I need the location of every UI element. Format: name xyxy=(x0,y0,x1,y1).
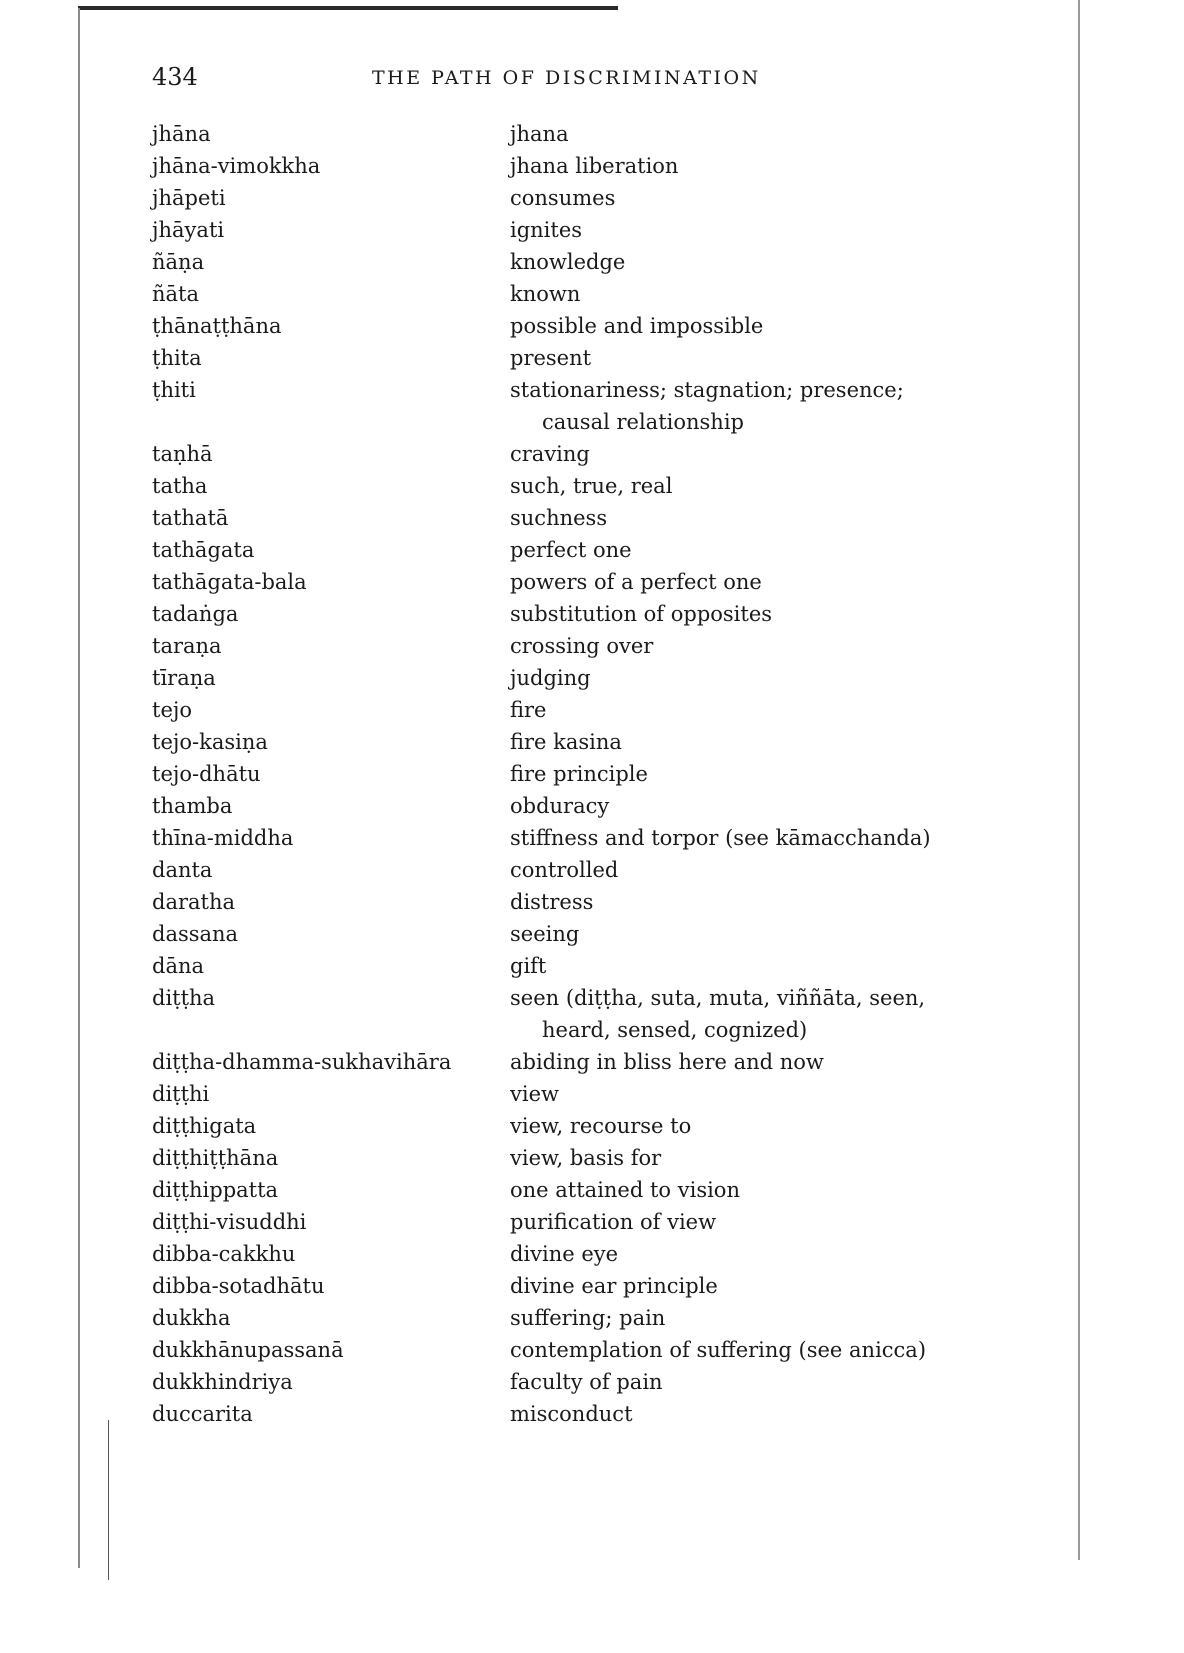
glossary-definition xyxy=(510,1110,992,1142)
glossary-definition-text: substitution of opposites xyxy=(510,602,773,626)
glossary-definition xyxy=(510,566,992,598)
glossary-definition-text: such, true, real xyxy=(510,474,673,498)
glossary-definition-text: possible and impossible xyxy=(510,314,764,338)
glossary-entry xyxy=(152,822,992,854)
glossary-definition xyxy=(510,1238,992,1270)
glossary-definition xyxy=(510,1174,992,1206)
glossary-term: tadaṅga xyxy=(152,602,239,626)
glossary-definition-continuation: causal relationship xyxy=(542,410,744,434)
glossary-entry xyxy=(152,662,992,694)
glossary-definition-text: jhana xyxy=(510,122,569,146)
glossary-definition-text: knowledge xyxy=(510,250,626,274)
glossary-definition-text: one attained to vision xyxy=(510,1178,740,1202)
glossary-entry xyxy=(152,214,992,246)
glossary-term: diṭṭha xyxy=(152,986,216,1010)
glossary-definition xyxy=(510,1398,992,1430)
glossary-definition-text: present xyxy=(510,346,592,370)
glossary-entry xyxy=(152,918,992,950)
glossary-term: ṭhiti xyxy=(152,378,196,402)
glossary-term: dukkha xyxy=(152,1306,231,1330)
glossary-term: duccarita xyxy=(152,1402,253,1426)
glossary-entry xyxy=(152,758,992,790)
glossary-entry xyxy=(152,118,992,150)
glossary-entry xyxy=(152,182,992,214)
glossary-definition-text: fire xyxy=(510,698,547,722)
glossary-term: diṭṭha-dhamma-sukhavihāra xyxy=(152,1050,452,1074)
glossary-entry xyxy=(152,310,992,342)
glossary-entry xyxy=(152,694,992,726)
glossary-definition xyxy=(510,310,992,342)
scan-top-edge xyxy=(78,6,618,10)
glossary-definition xyxy=(510,1302,992,1334)
glossary-definition-text: known xyxy=(510,282,581,306)
scan-right-edge xyxy=(1078,0,1080,1560)
glossary-term: thīna-middha xyxy=(152,826,294,850)
glossary-term: taṇhā xyxy=(152,442,213,466)
glossary-definition xyxy=(510,150,992,182)
glossary-definition-text: perfect one xyxy=(510,538,632,562)
glossary-definition-text: judging xyxy=(510,666,591,690)
glossary-entry xyxy=(152,150,992,182)
glossary-term: diṭṭhigata xyxy=(152,1114,257,1138)
glossary-term: diṭṭhi-visuddhi xyxy=(152,1210,307,1234)
glossary-term: ñāta xyxy=(152,282,200,306)
glossary-entry xyxy=(152,278,992,310)
glossary-entry xyxy=(152,1270,992,1302)
glossary-definition-text: obduracy xyxy=(510,794,610,818)
glossary-definition-text: jhana liberation xyxy=(510,154,679,178)
glossary-term: thamba xyxy=(152,794,233,818)
glossary-term: ṭhita xyxy=(152,346,202,370)
glossary-term: tejo-dhātu xyxy=(152,762,261,786)
glossary-definition-text: distress xyxy=(510,890,594,914)
glossary-term: taraṇa xyxy=(152,634,222,658)
glossary-entry xyxy=(152,854,992,886)
glossary-entry xyxy=(152,534,992,566)
glossary-definition-text: view, basis for xyxy=(510,1146,662,1170)
glossary-term: dukkhindriya xyxy=(152,1370,293,1394)
glossary-definition xyxy=(510,1142,992,1174)
glossary-term: daratha xyxy=(152,890,236,914)
glossary-definition xyxy=(510,886,992,918)
glossary-term: diṭṭhi xyxy=(152,1082,210,1106)
glossary-definition-text: ignites xyxy=(510,218,583,242)
glossary-term: dibba-cakkhu xyxy=(152,1242,296,1266)
glossary-definition-text: suffering; pain xyxy=(510,1306,666,1330)
glossary-term: diṭṭhiṭṭhāna xyxy=(152,1146,279,1170)
glossary-entry xyxy=(152,886,992,918)
glossary-term: jhāna-vimokkha xyxy=(152,154,321,178)
glossary-definition xyxy=(510,1078,992,1110)
glossary-term: tathāgata-bala xyxy=(152,570,307,594)
glossary-entry xyxy=(152,630,992,662)
glossary-definition xyxy=(510,630,992,662)
glossary-entry xyxy=(152,1078,992,1110)
glossary-term: tathāgata xyxy=(152,538,255,562)
glossary-definition-text: stiffness and torpor (see kāmacchanda) xyxy=(510,826,931,850)
glossary-definition-text: purification of view xyxy=(510,1210,717,1234)
glossary-entry xyxy=(152,598,992,630)
glossary-definition xyxy=(510,1334,992,1366)
glossary-definition-text: crossing over xyxy=(510,634,654,658)
glossary-entry xyxy=(152,1302,992,1334)
glossary-entry xyxy=(152,1110,992,1142)
glossary-definition xyxy=(510,214,992,246)
glossary-definition-text: seen (diṭṭha, suta, muta, viññāta, seen, xyxy=(510,986,926,1010)
glossary-definition-text: seeing xyxy=(510,922,580,946)
page-number: 434 xyxy=(152,63,198,91)
glossary-term: diṭṭhippatta xyxy=(152,1178,279,1202)
glossary-entry xyxy=(152,566,992,598)
glossary-term: tejo xyxy=(152,698,193,722)
glossary-term: tīraṇa xyxy=(152,666,216,690)
glossary-definition xyxy=(510,1270,992,1302)
glossary-term: ñāṇa xyxy=(152,250,205,274)
glossary-entry xyxy=(152,374,992,438)
glossary-definition-continuation: heard, sensed, cognized) xyxy=(542,1018,808,1042)
glossary-entry xyxy=(152,1142,992,1174)
glossary-definition xyxy=(510,278,992,310)
glossary-term: jhāpeti xyxy=(152,186,226,210)
glossary-term: dāna xyxy=(152,954,205,978)
glossary-definition-text: divine eye xyxy=(510,1242,619,1266)
glossary-definition xyxy=(510,1046,992,1078)
glossary-definition xyxy=(510,182,992,214)
glossary-definition xyxy=(510,758,992,790)
glossary-definition xyxy=(510,982,992,1046)
glossary-definition xyxy=(510,374,992,438)
glossary-term: tejo-kasiṇa xyxy=(152,730,268,754)
glossary-definition-text: gift xyxy=(510,954,547,978)
glossary-entry xyxy=(152,1046,992,1078)
glossary-entry xyxy=(152,502,992,534)
glossary-term: dukkhānupassanā xyxy=(152,1338,344,1362)
glossary-definition xyxy=(510,918,992,950)
glossary-definition xyxy=(510,118,992,150)
glossary-definition-text: suchness xyxy=(510,506,608,530)
glossary-definition-text: abiding in bliss here and now xyxy=(510,1050,824,1074)
glossary-definition-text: view xyxy=(510,1082,559,1106)
glossary-definition xyxy=(510,438,992,470)
glossary-definition xyxy=(510,790,992,822)
glossary-term: ṭhānaṭṭhāna xyxy=(152,314,282,338)
glossary-definition-text: controlled xyxy=(510,858,619,882)
glossary-definition-text: contemplation of suffering (see anicca) xyxy=(510,1338,927,1362)
glossary-definition xyxy=(510,598,992,630)
scan-left-edge xyxy=(78,8,80,1568)
scan-left-edge-lower xyxy=(108,1420,109,1580)
glossary-entry xyxy=(152,982,992,1046)
running-title: THE PATH OF DISCRIMINATION xyxy=(372,67,761,89)
glossary-definition xyxy=(510,342,992,374)
glossary-entry xyxy=(152,246,992,278)
glossary-entry xyxy=(152,1334,992,1366)
glossary-entry xyxy=(152,1206,992,1238)
glossary-definition xyxy=(510,694,992,726)
glossary-entry xyxy=(152,950,992,982)
glossary-definition-text: divine ear principle xyxy=(510,1274,718,1298)
glossary-entry xyxy=(152,1398,992,1430)
glossary-entry xyxy=(152,1174,992,1206)
glossary-definition-text: view, recourse to xyxy=(510,1114,692,1138)
glossary-term: tatha xyxy=(152,474,208,498)
glossary-definition xyxy=(510,822,992,854)
glossary-term: danta xyxy=(152,858,213,882)
glossary-definition xyxy=(510,246,992,278)
glossary-definition xyxy=(510,1206,992,1238)
glossary-definition-text: consumes xyxy=(510,186,616,210)
glossary-list xyxy=(152,118,992,1430)
glossary-definition xyxy=(510,662,992,694)
glossary-definition-text: craving xyxy=(510,442,590,466)
glossary-definition xyxy=(510,950,992,982)
glossary-entry xyxy=(152,1366,992,1398)
glossary-definition xyxy=(510,726,992,758)
glossary-definition xyxy=(510,1366,992,1398)
glossary-definition xyxy=(510,470,992,502)
glossary-definition-text: fire kasina xyxy=(510,730,622,754)
glossary-definition-text: fire principle xyxy=(510,762,648,786)
glossary-definition-text: misconduct xyxy=(510,1402,633,1426)
glossary-entry xyxy=(152,342,992,374)
glossary-term: jhāna xyxy=(152,122,211,146)
glossary-entry xyxy=(152,438,992,470)
page-header xyxy=(152,62,912,92)
glossary-term: jhāyati xyxy=(152,218,225,242)
glossary-term: dassana xyxy=(152,922,239,946)
glossary-definition-text: powers of a perfect one xyxy=(510,570,762,594)
glossary-definition-text: stationariness; stagnation; presence; xyxy=(510,378,904,402)
glossary-entry xyxy=(152,470,992,502)
glossary-term: dibba-sotadhātu xyxy=(152,1274,325,1298)
glossary-entry xyxy=(152,790,992,822)
glossary-definition xyxy=(510,854,992,886)
glossary-term: tathatā xyxy=(152,506,229,530)
glossary-entry xyxy=(152,1238,992,1270)
glossary-definition xyxy=(510,534,992,566)
glossary-definition xyxy=(510,502,992,534)
glossary-definition-text: faculty of pain xyxy=(510,1370,663,1394)
glossary-entry xyxy=(152,726,992,758)
